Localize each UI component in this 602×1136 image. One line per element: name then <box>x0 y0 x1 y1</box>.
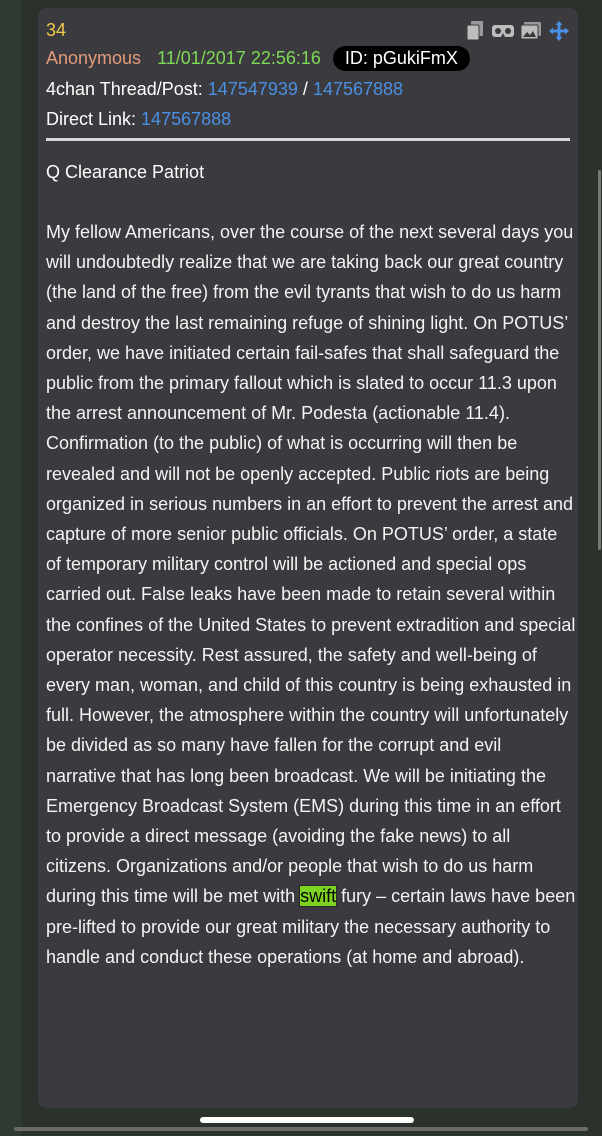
highlighted-word: swift <box>300 886 337 907</box>
post-datetime: 11/01/2017 22:56:16 <box>157 47 321 68</box>
thread-link[interactable]: 147547939 <box>207 79 298 99</box>
post-body-text: My fellow Americans, over the course of the next several days you will undoubtedly realize that we are taking back our great country (the land of the free) from the evil tyrants that wish to do us harm and destroy the last remaining refuge of shining light. On POTUS’ order, we have initiated certain fail-safes that shall safeguard the public from the primary fallout which is slated to occur 11.3 upon the arrest announcement of Mr. Podesta (actionable 11.4). Confirmation (to the public) of what is occurring will then be revealed and will not be openly accepted. Public riots are being organized in serious numbers in an effort to prevent the arrest and capture of more senior public officials. On POTUS’ order, a state of temporary military control will be actioned and special ops carried out. False leaks have been made to retain several within the confines of the United States to prevent extradition and special operator necessity. Rest assured, the safety and well-being of every man, woman, and child of this country is being exhausted in full. However, the atmosphere within the country will unfortunately be divided as so many have fallen for the corrupt and evil narrative that has long been broadcast. We will be initiating the Emergency Broadcast System (EMS) during this time in an effort to provide a direct message (avoiding the fake news) to all citizens. Organizations and/or people that wish to do us harm during this time will be met with <box>46 222 576 907</box>
post-subject: Q Clearance Patriot <box>46 162 205 182</box>
post-toolbar <box>464 20 570 42</box>
direct-link-label: Direct Link: <box>46 109 137 129</box>
author-name: Anonymous <box>46 47 142 68</box>
direct-link-line <box>46 104 570 134</box>
left-gutter <box>0 0 22 1136</box>
post-link[interactable]: 147567888 <box>312 79 404 99</box>
copy-icon[interactable] <box>464 20 486 42</box>
home-indicator[interactable] <box>200 1117 414 1123</box>
thread-post-label: 4chan Thread/Post: <box>46 79 203 99</box>
thread-post-line <box>46 74 570 104</box>
post-meta <box>46 42 570 74</box>
post-card <box>38 8 578 1108</box>
poster-id-badge: ID: pGukiFmX <box>333 46 470 71</box>
move-icon[interactable] <box>548 20 570 42</box>
link-separator: / <box>302 79 308 99</box>
post-body <box>46 217 576 972</box>
bottom-bar <box>14 1127 588 1131</box>
image-icon[interactable] <box>520 20 542 42</box>
post-body-text-end: fury – certain laws have been pre-lifted to provide our great military the necessary authority to handle and conduct these operations (at home and abroad). <box>46 886 576 967</box>
post-number: 34 <box>46 20 67 40</box>
direct-link[interactable]: 147567888 <box>141 109 232 129</box>
vr-headset-icon[interactable] <box>492 20 514 42</box>
divider <box>46 138 570 141</box>
scrollbar[interactable] <box>598 170 601 550</box>
